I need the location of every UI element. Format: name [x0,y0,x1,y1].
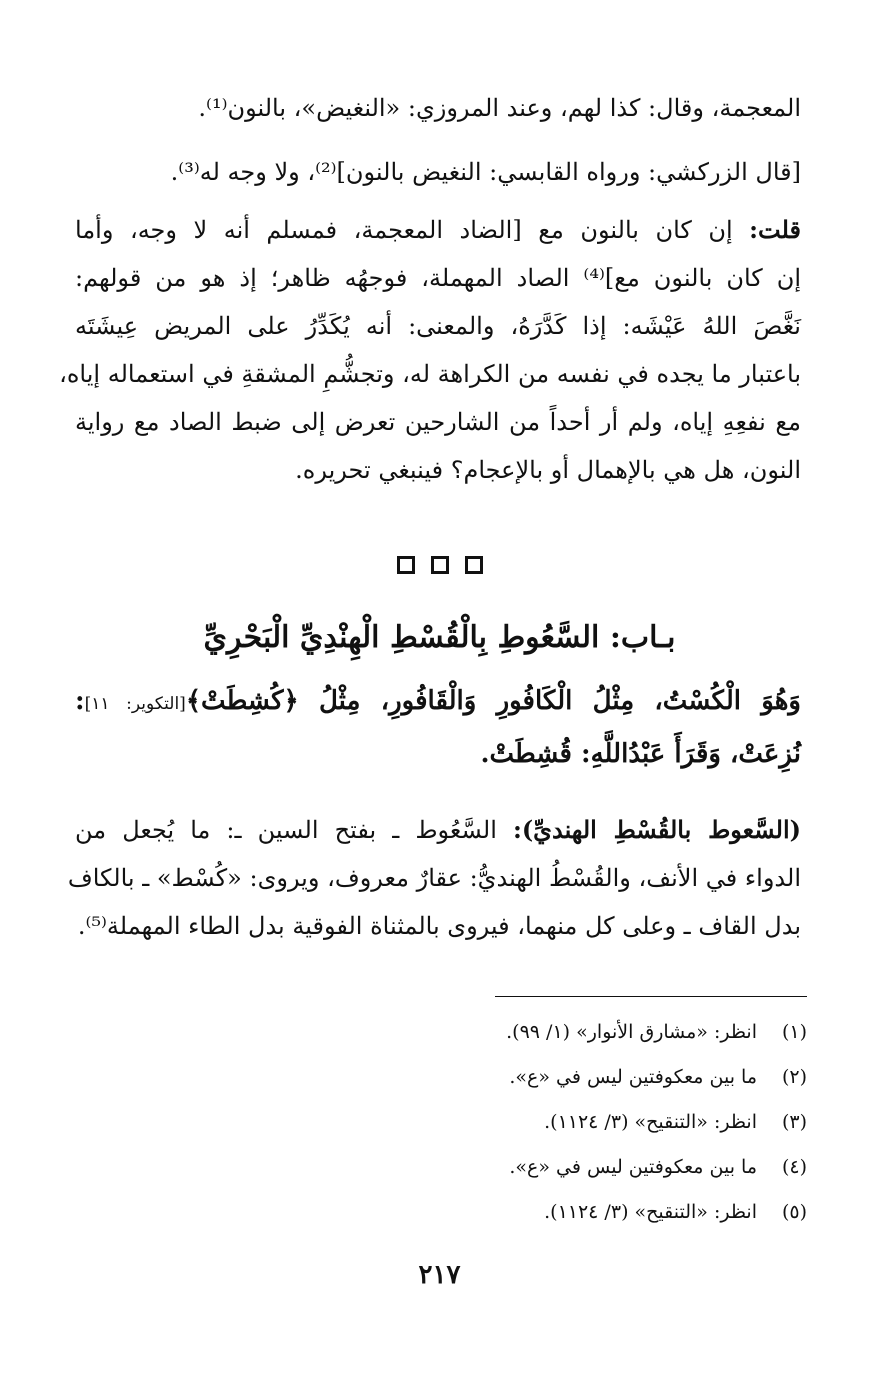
text-line: نَغَّصَ اللهُ عَيْشَه: إذا كَدَّرَهُ، والمعنى: أنه يُكَدِّرُ على المريض عِيشَتَه [75,312,801,340]
footnote-number: (٤) [781,1156,807,1178]
square-ornament-icon [431,556,449,574]
commentary-label: (السَّعوط بالقُسْطِ الهنديِّ): [512,815,802,844]
square-ornament-icon [465,556,483,574]
footnote-text: انظر: «التنقيح» (٣/ ١١٢٤). [544,1201,757,1223]
hadith-line-end: : [75,686,85,716]
footnote-number: (١) [781,1021,807,1043]
footnote-number: (٢) [781,1066,807,1088]
footnote-text: انظر: «التنقيح» (٣/ ١١٢٤). [544,1111,757,1133]
footnote-number: (٣) [781,1111,807,1133]
text-line: [قال الزركشي: ورواه القابسي: النغيض بالنون]⁽²⁾، ولا وجه له⁽³⁾. [170,158,801,186]
text-line [75,206,801,254]
footnote [307,1100,807,1145]
paragraph-3 [59,206,801,494]
hadith-line: نُزِعَتْ، وَقَرَأَ عَبْدُاللَّهِ: قُشِطَتْ. [480,739,801,769]
page-number: ٢١٧ [418,1260,461,1290]
text-line: النون، هل هي بالإهمال أو بالإعجام؟ فينبغي تحريره. [295,456,801,484]
text-line: إن كان بالنون مع]⁽⁴⁾ الصاد المهملة، فوجهُه ظاهر؛ إذ هو من قولهم: [75,264,801,292]
footnote-text: ما بين معكوفتين ليس في «ع». [509,1066,757,1088]
hadith-line [75,676,801,729]
footnote-separator [495,996,807,997]
paragraph-2 [75,148,801,196]
text-line: المعجمة، وقال: كذا لهم، وعند المروزي: «النغيض»، بالنون⁽¹⁾. [198,94,801,122]
footnotes [307,1010,807,1235]
text-line: باعتبار ما يجده في نفسه من الكراهة له، وتجشُّمِ المشقةِ في استعماله إياه، [59,360,801,388]
quran-reference: [التكوير: ١١] [84,694,186,714]
footnote-text: ما بين معكوفتين ليس في «ع». [509,1156,757,1178]
footnote-number: (٥) [781,1201,807,1223]
paragraph-1 [75,84,801,132]
footnote [307,1055,807,1100]
footnote [307,1190,807,1235]
footnote-text: انظر: «مشارق الأنوار» (١/ ٩٩). [506,1021,757,1043]
chapter-title: بـاب: السَّعُوطِ بِالْقُسْطِ الْهِنْدِيِّ الْبَحْرِيِّ [203,620,676,655]
text-line-fragment: السَّعُوط ـ بفتح السين ـ: ما يُجعل من [75,816,513,844]
footnote [307,1145,807,1190]
qultu-label: قلت: [749,215,801,244]
commentary-paragraph [67,806,802,950]
hadith-line-text: وَهُوَ الْكُسْتُ، مِثْلُ الْكَافُورِ وَالْقَافُورِ، مِثْلُ ﴿كُشِطَتْ﴾ [185,686,801,716]
text-line: بدل القاف ـ وعلى كل منهما، فيروى بالمثناة الفوقية بدل الطاء المهملة⁽⁵⁾. [77,912,801,940]
section-divider-ornament [0,556,879,578]
footnote [307,1010,807,1055]
text-line: مع نفعِهِ إياه، ولم أر أحداً من الشارحين تعرض إلى ضبط الصاد مع رواية [75,408,801,436]
text-line [75,806,801,854]
text-line-fragment: إن كان بالنون مع [الضاد المعجمة، فمسلم أنه لا وجه، وأما [75,216,750,244]
square-ornament-icon [397,556,415,574]
hadith-text [75,676,801,779]
text-line: الدواء في الأنف، والقُسْطُ الهنديُّ: عقارٌ معروف، ويروى: «كُسْط» ـ بالكاف [67,864,801,892]
